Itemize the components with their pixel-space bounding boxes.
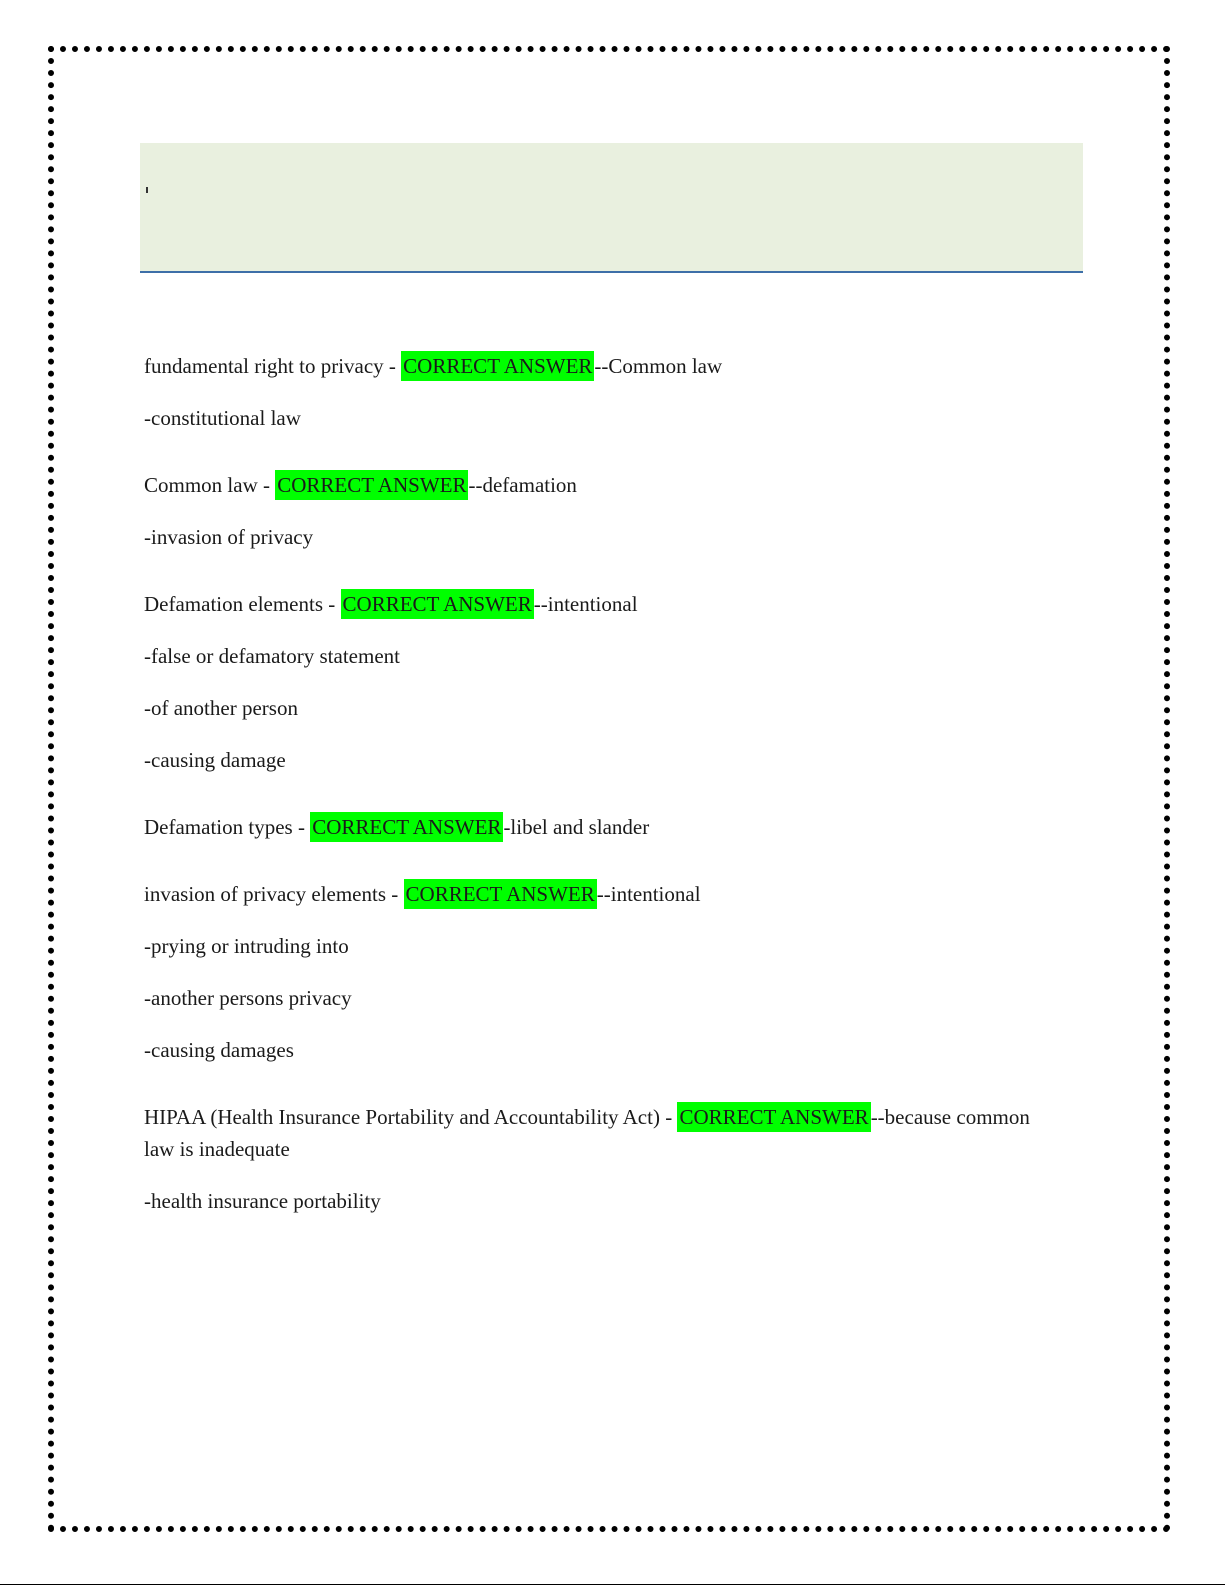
answer-line: -invasion of privacy: [144, 525, 314, 549]
header-mark: [146, 187, 148, 193]
correct-answer-badge: CORRECT ANSWER: [404, 879, 597, 909]
answer-line: -constitutional law: [144, 406, 301, 430]
question-text: Common law -: [144, 473, 276, 497]
qa-question-line: [144, 1101, 1064, 1165]
qa-question-line: [144, 811, 1064, 843]
question-text: Defamation types -: [144, 815, 311, 839]
question-text: HIPAA (Health Insurance Portability and Accountability Act) -: [144, 1105, 678, 1129]
qa-question-line: [144, 588, 1064, 620]
qa-list: [144, 350, 1064, 1252]
answer-line: -causing damage: [144, 748, 286, 772]
answer-line: -health insurance portability: [144, 1189, 381, 1213]
answer-text: --because common law is inadequate: [144, 1105, 1030, 1161]
qa-question-line: [144, 878, 1064, 910]
question-text: Defamation elements -: [144, 592, 341, 616]
answer-line: -false or defamatory statement: [144, 644, 400, 668]
question-text: invasion of privacy elements -: [144, 882, 404, 906]
header-banner: [140, 143, 1083, 273]
qa-item: [144, 469, 1064, 553]
answer-text: --defamation: [468, 473, 577, 497]
answer-text: --intentional: [533, 592, 638, 616]
answer-text: --intentional: [596, 882, 701, 906]
answer-line: -another persons privacy: [144, 986, 352, 1010]
answer-line: -of another person: [144, 696, 298, 720]
correct-answer-badge: CORRECT ANSWER: [341, 589, 534, 619]
answer-text: --Common law: [594, 354, 723, 378]
qa-item: [144, 878, 1064, 1066]
qa-item: [144, 588, 1064, 776]
correct-answer-badge: CORRECT ANSWER: [310, 812, 503, 842]
question-text: fundamental right to privacy -: [144, 354, 402, 378]
qa-item: [144, 1101, 1064, 1217]
qa-question-line: [144, 350, 1064, 382]
answer-text: -libel and slander: [503, 815, 650, 839]
qa-item: [144, 350, 1064, 434]
correct-answer-badge: CORRECT ANSWER: [677, 1102, 870, 1132]
correct-answer-badge: CORRECT ANSWER: [275, 470, 468, 500]
answer-line: -prying or intruding into: [144, 934, 349, 958]
correct-answer-badge: CORRECT ANSWER: [401, 351, 594, 381]
qa-question-line: [144, 469, 1064, 501]
answer-line: -causing damages: [144, 1038, 294, 1062]
qa-item: [144, 811, 1064, 843]
